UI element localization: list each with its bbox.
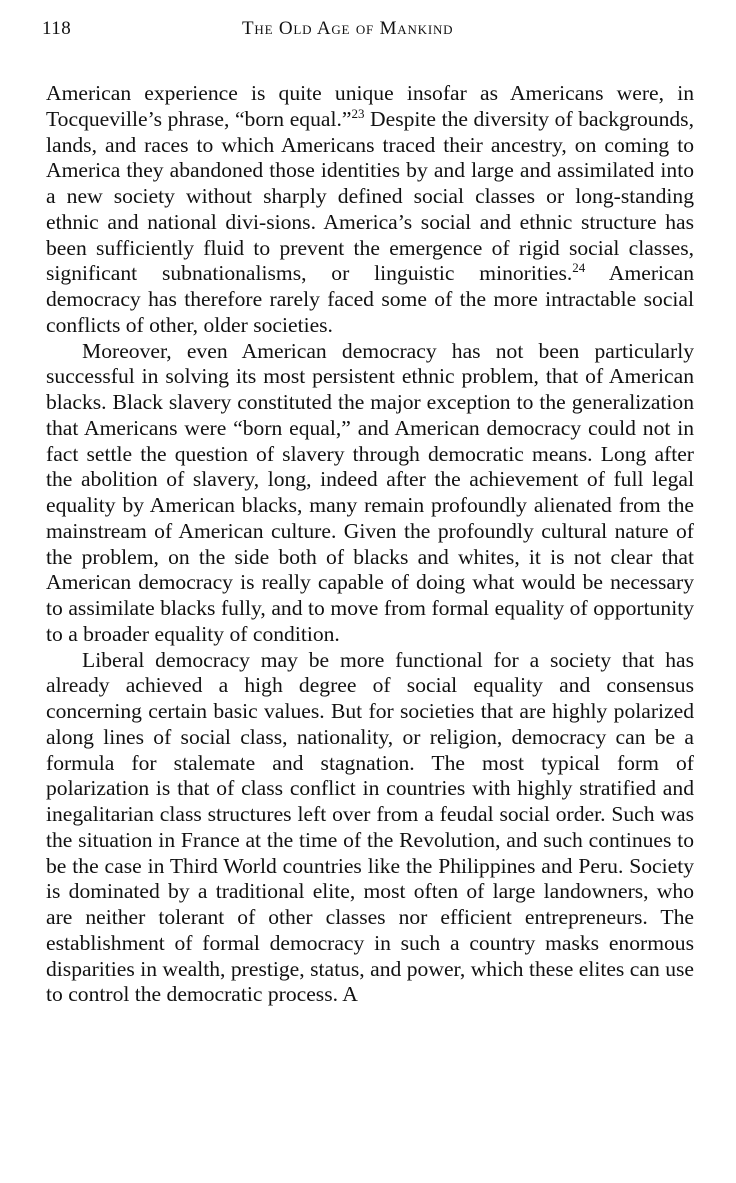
body-text (46, 81, 694, 1008)
footnote-ref-23[interactable]: 23 (351, 105, 365, 121)
footnote-ref-24[interactable]: 24 (572, 260, 586, 276)
paragraph-1-text-b: Despite the diversity of backgrounds, lands, and races to which Americans traced their ancestry, on coming to America they abandoned those identities by and large and assimilated into a new society without sharply defined social classes or long-standing ethnic and national divi-sions. America’s social and ethnic structure has been sufficiently fluid to prevent the emergence of rigid social classes, significant subnationalisms, or linguistic minorities. (46, 106, 694, 286)
paragraph-1-text-c: American democracy has therefore rarely faced some of the more intractable social conflicts of other, older societies. (46, 261, 694, 337)
page-number: 118 (42, 18, 72, 39)
running-head (42, 0, 694, 60)
book-page (42, 0, 694, 1007)
running-title: The Old Age of Mankind (242, 18, 454, 39)
paragraph-1-text-a: American experience is quite unique insofar as Americans were, in Tocqueville’s phrase, “born equal.” (46, 81, 694, 131)
paragraph-3: Liberal democracy may be more functional for a society that has already achieved a high degree of social equality and consensus concerning certain basic values. But for societies that are highly polarized along lines of social class, nationality, or religion, democracy can be a formula for stalemate and stagnation. The most typical form of polarization is that of class conflict in countries with highly stratified and inegalitarian class structures left over from a feudal social order. Such was the situation in France at the time of the Revolution, and such continues to be the case in Third World countries like the Philippines and Peru. Society is dominated by a traditional elite, most often of large landowners, who are neither tolerant of other classes nor efficient entrepreneurs. The establishment of formal democracy in such a country masks enormous disparities in wealth, prestige, status, and power, which these elites can use to control the democratic process. A (46, 647, 694, 1007)
paragraph-2: Moreover, even American democracy has not been particularly successful in solving its most persistent ethnic problem, that of American blacks. Black slavery constituted the major exception to the generalization that Americans were “born equal,” and American democracy could not in fact settle the question of slavery through democratic means. Long after the abolition of slavery, long, indeed after the achievement of full legal equality by American blacks, many remain profoundly alienated from the mainstream of American culture. Given the profoundly cultural nature of the problem, on the side both of blacks and whites, it is not clear that American democracy is really capable of doing what would be necessary to assimilate blacks fully, and to move from formal equality of opportunity to a broader equality of condition. (46, 338, 694, 646)
paragraph-1 (46, 81, 694, 339)
